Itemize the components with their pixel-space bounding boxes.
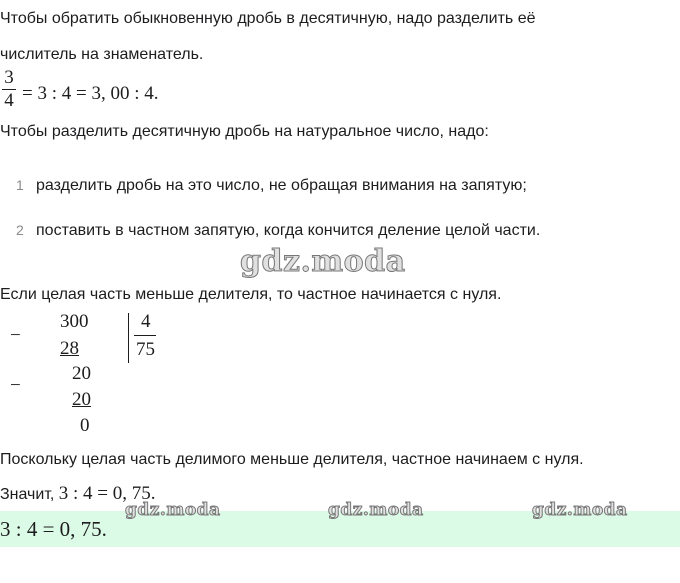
watermark-logo: gdz.moda xyxy=(532,500,628,520)
therefore-expression: 3 : 4 = 0, 75. xyxy=(58,483,156,504)
zero-rule-text: Если целая часть меньше делителя, то частное начинается с нуля. xyxy=(0,286,502,303)
subtrahend-first: 28 xyxy=(60,338,79,359)
divisor: 4 xyxy=(141,311,151,332)
remainder-final: 0 xyxy=(80,415,90,436)
rule-text-line1: Чтобы обратить обыкновенную дробь в десятичную, надо разделить её xyxy=(0,10,536,27)
dividend: 300 xyxy=(60,311,89,332)
remainder-first: 20 xyxy=(72,363,91,384)
fraction-three-quarters xyxy=(2,68,16,111)
conclusion-text: Поскольку целая часть делимого меньше делителя, частное начинаем с нуля. xyxy=(0,451,584,468)
subtrahend-second: 20 xyxy=(72,389,91,410)
fraction-numerator: 3 xyxy=(4,67,14,88)
list-item-text: поставить в частном запятую, когда кончится деление целой части. xyxy=(36,222,541,239)
list-item-text: разделить дробь на это число, не обращая внимания на запятую; xyxy=(36,177,527,194)
list-item-number: 2 xyxy=(16,222,24,238)
minus-sign: − xyxy=(10,375,21,396)
watermark-logo: gdz.moda xyxy=(240,244,406,279)
rule-text-line2: числитель на знаменатель. xyxy=(0,46,204,63)
fraction-equation: = 3 : 4 = 3, 00 : 4. xyxy=(22,83,159,104)
quotient: 75 xyxy=(136,339,155,360)
divide-rule-intro: Чтобы разделить десятичную дробь на натуральное число, надо: xyxy=(0,123,489,140)
watermark-logo: gdz.moda xyxy=(125,500,221,520)
watermark-logo: gdz.moda xyxy=(328,500,424,520)
minus-sign: − xyxy=(10,325,21,346)
list-item-number: 1 xyxy=(16,177,24,193)
division-horizontal-line xyxy=(134,335,156,336)
fraction-denominator: 4 xyxy=(4,90,14,111)
answer-expression: 3 : 4 = 0, 75. xyxy=(0,517,107,541)
division-vertical-line xyxy=(128,313,129,363)
therefore-label: Значит, xyxy=(0,486,55,503)
